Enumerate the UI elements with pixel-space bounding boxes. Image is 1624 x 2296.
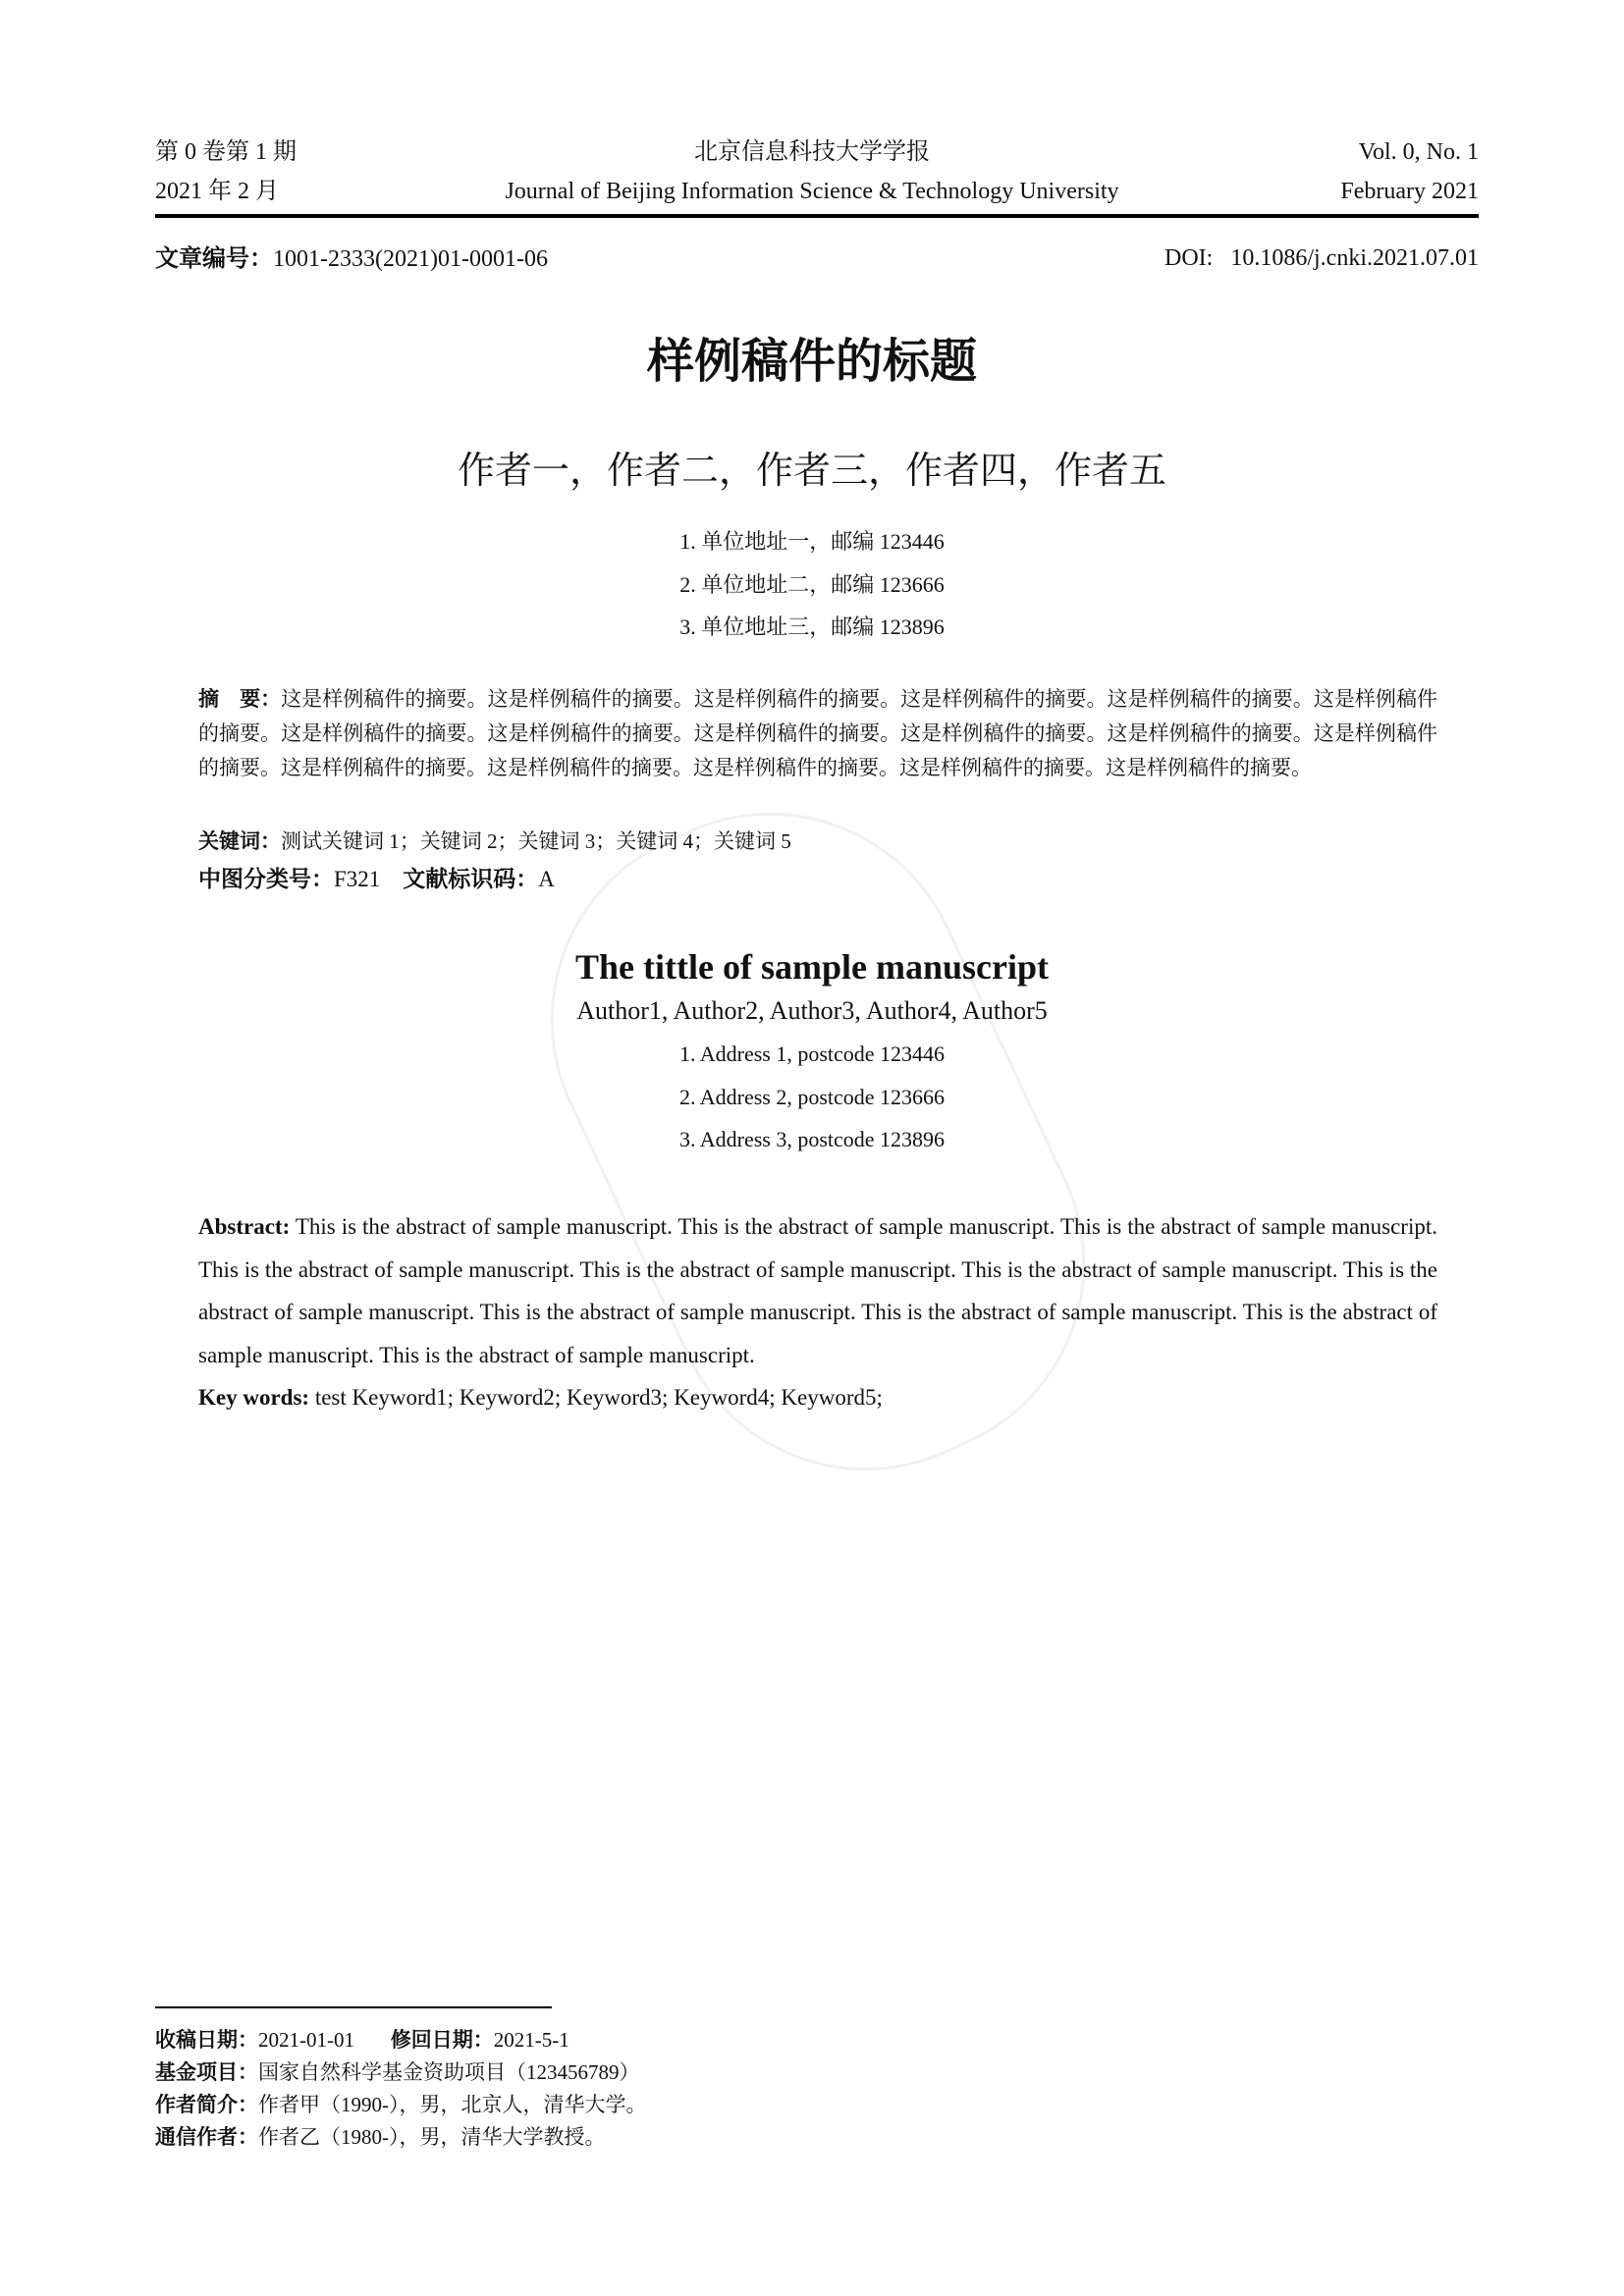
affiliation-cn: 2. 单位地址二，邮编 123666: [679, 571, 945, 597]
footnote-author-bio: [155, 2089, 647, 2121]
header-volume-en: Vol. 0, No. 1: [1358, 139, 1479, 165]
header-rule: [155, 214, 1479, 218]
header-date-en: February 2021: [1340, 179, 1479, 204]
keywords-en: [198, 1376, 883, 1419]
classification: [198, 862, 555, 897]
footnote-rule: [155, 2006, 552, 2008]
affiliations-cn: [0, 520, 1624, 649]
footnotes: [155, 2024, 647, 2154]
affiliation-en: 2. Address 2, postcode 123666: [678, 1084, 946, 1109]
keywords-cn-label: 关键词：: [198, 829, 281, 853]
received-date: 2021-01-01: [258, 2028, 354, 2052]
affiliations-en: [0, 1033, 1624, 1161]
received-label: 收稿日期：: [155, 2028, 258, 2052]
authors-cn: 作者一，作者二，作者三，作者四，作者五: [457, 449, 1166, 492]
clc-label: 中图分类号：: [198, 867, 334, 892]
abstract-cn: [198, 682, 1437, 785]
abstract-en-text: This is the abstract of sample manuscript. This is the abstract of sample manuscript. This is the abstract of sample manuscript. This is the abstract of sample manuscript. This is the abstract of sample manuscript. This is the abstract of sample manuscript. This is the abstract of sample manuscript. This is the abstract of sample manuscript. This is the abstract of sample manuscript. This is the abstract of sample manuscript. This is the abstract of sample manuscript.: [198, 1214, 1437, 1367]
author-bio-value: 作者甲（1990-），男，北京人，清华大学。: [258, 2093, 647, 2116]
author-bio-label: 作者简介：: [155, 2093, 258, 2116]
keywords-cn-text: 测试关键词 1；关键词 2；关键词 3；关键词 4；关键词 5: [281, 829, 791, 853]
affiliation-en: 1. Address 1, postcode 123446: [678, 1041, 946, 1066]
doi: [1164, 244, 1479, 272]
funding-label: 基金项目：: [155, 2060, 258, 2084]
keywords-cn: [198, 825, 791, 859]
keywords-en-text: test Keyword1; Keyword2; Keyword3; Keyword4; Keyword5;: [314, 1385, 883, 1410]
affiliation-cn: 3. 单位地址三，邮编 123896: [679, 614, 945, 639]
revised-label: 修回日期：: [390, 2028, 494, 2052]
title-en: The tittle of sample manuscript: [575, 947, 1049, 987]
article-number-value: 1001-2333(2021)01-0001-06: [273, 246, 548, 272]
header-volume: 第 0 卷第 1 期: [155, 139, 297, 165]
abstract-cn-text: 这是样例稿件的摘要。这是样例稿件的摘要。这是样例稿件的摘要。这是样例稿件的摘要。这是样例稿件的摘要。这是样例稿件的摘要。这是样例稿件的摘要。这是样例稿件的摘要。这是样例稿件的摘要。这是样例稿件的摘要。这是样例稿件的摘要。这是样例稿件的摘要。这是样例稿件的摘要。这是样例稿件的摘要。这是样例稿件的摘要。这是样例稿件的摘要。这是样例稿件的摘要。: [198, 687, 1437, 779]
footnote-funding: [155, 2056, 647, 2089]
funding-value: 国家自然科学基金资助项目（123456789）: [258, 2060, 640, 2084]
doi-label: DOI:: [1164, 245, 1214, 271]
doc-code-value: A: [538, 867, 555, 891]
article-number: [155, 244, 548, 273]
corresponding-label: 通信作者：: [155, 2125, 258, 2149]
title-cn: 样例稿件的标题: [646, 334, 977, 389]
header-journal-cn: 北京信息科技大学学报: [694, 139, 930, 165]
doi-value: 10.1086/j.cnki.2021.07.01: [1230, 245, 1479, 271]
header-journal-en: Journal of Beijing Information Science & Technology University: [505, 179, 1119, 204]
abstract-en-label: Abstract:: [198, 1214, 291, 1239]
revised-date: 2021-5-1: [493, 2028, 569, 2052]
corresponding-value: 作者乙（1980-），男，清华大学教授。: [258, 2125, 606, 2149]
abstract-cn-label: 摘 要：: [198, 687, 282, 711]
doc-code-label: 文献标识码：: [403, 867, 539, 892]
affiliation-en: 3. Address 3, postcode 123896: [678, 1127, 946, 1151]
clc-value: F321: [334, 867, 381, 891]
affiliation-cn: 1. 单位地址一，邮编 123446: [679, 529, 945, 554]
header-date-cn: 2021 年 2 月: [155, 179, 279, 204]
footnote-corresponding: [155, 2121, 647, 2154]
keywords-en-label: Key words:: [198, 1385, 310, 1410]
article-number-label: 文章编号：: [155, 244, 273, 272]
footnote-dates: [155, 2024, 647, 2056]
authors-en: Author1, Author2, Author3, Author4, Author5: [576, 996, 1048, 1025]
abstract-en: [198, 1205, 1437, 1376]
